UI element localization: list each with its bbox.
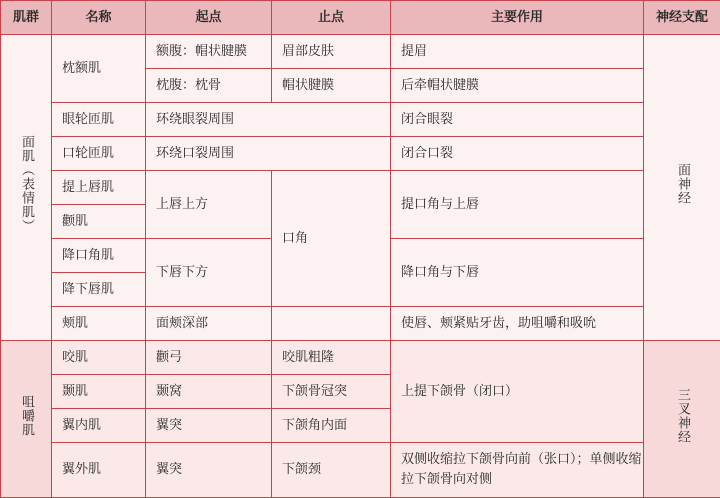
header-name: 名称 — [52, 1, 146, 35]
table-row — [1, 137, 720, 171]
muscle-origin: 环绕口裂周围 — [146, 137, 391, 171]
muscle-action: 上提下颌骨（闭口） — [391, 341, 644, 443]
table-row — [1, 171, 720, 205]
muscle-origin: 面颊深部 — [146, 307, 272, 341]
muscle-name: 降口角肌 — [52, 239, 146, 273]
muscle-insertion: 口角 — [272, 171, 391, 307]
table-row — [1, 103, 720, 137]
nerve-facial — [644, 35, 720, 341]
muscle-action: 降口角与下唇 — [391, 239, 644, 307]
table-row — [1, 341, 720, 375]
muscle-origin: 上唇上方 — [146, 171, 272, 239]
muscle-origin: 额腹：帽状腱膜 — [146, 35, 272, 69]
muscle-origin: 颧弓 — [146, 341, 272, 375]
muscle-insertion — [272, 307, 391, 341]
muscle-name: 颊肌 — [52, 307, 146, 341]
muscle-name: 翼外肌 — [52, 443, 146, 498]
muscle-origin: 颞窝 — [146, 375, 272, 409]
muscle-name: 枕额肌 — [52, 35, 146, 103]
muscle-name: 翼内肌 — [52, 409, 146, 443]
header-insertion: 止点 — [272, 1, 391, 35]
muscle-origin: 环绕眼裂周围 — [146, 103, 391, 137]
muscle-action: 闭合口裂 — [391, 137, 644, 171]
muscle-name: 口轮匝肌 — [52, 137, 146, 171]
muscle-name: 咬肌 — [52, 341, 146, 375]
muscle-insertion: 眉部皮肤 — [272, 35, 391, 69]
muscle-insertion: 下颌角内面 — [272, 409, 391, 443]
muscle-origin: 下唇下方 — [146, 239, 272, 307]
muscle-insertion: 下颌骨冠突 — [272, 375, 391, 409]
muscle-name: 颞肌 — [52, 375, 146, 409]
header-origin: 起点 — [146, 1, 272, 35]
group-masticatory-label: 咀嚼肌 — [18, 395, 34, 437]
nerve-trigeminal-label: 三叉神经 — [674, 388, 690, 444]
muscle-insertion: 咬肌粗隆 — [272, 341, 391, 375]
table-row — [1, 443, 720, 498]
muscle-action: 闭合眼裂 — [391, 103, 644, 137]
muscle-action: 后牵帽状腱膜 — [391, 69, 644, 103]
group-masticatory — [1, 341, 52, 498]
muscle-action: 提口角与上唇 — [391, 171, 644, 239]
muscle-insertion: 帽状腱膜 — [272, 69, 391, 103]
header-nerve: 神经支配 — [644, 1, 720, 35]
header-row — [1, 1, 720, 35]
group-facial-label: 面肌（表情肌） — [18, 135, 34, 233]
muscle-name: 降下唇肌 — [52, 273, 146, 307]
muscle-name: 颧肌 — [52, 205, 146, 239]
muscle-origin: 翼突 — [146, 409, 272, 443]
muscle-insertion: 下颌颈 — [272, 443, 391, 498]
muscle-origin: 翼突 — [146, 443, 272, 498]
muscle-origin: 枕腹：枕骨 — [146, 69, 272, 103]
muscle-name: 提上唇肌 — [52, 171, 146, 205]
header-group: 肌群 — [1, 1, 52, 35]
nerve-trigeminal — [644, 341, 720, 498]
group-facial — [1, 35, 52, 341]
muscle-action: 双侧收缩拉下颌骨向前（张口）；单侧收缩拉下颌骨向对侧 — [391, 443, 644, 498]
muscle-action: 使唇、颊紧贴牙齿，助咀嚼和吸吮 — [391, 307, 644, 341]
header-action: 主要作用 — [391, 1, 644, 35]
table-row — [1, 307, 720, 341]
muscle-name: 眼轮匝肌 — [52, 103, 146, 137]
nerve-facial-label: 面神经 — [674, 163, 690, 205]
table-row — [1, 35, 720, 69]
muscle-action: 提眉 — [391, 35, 644, 69]
